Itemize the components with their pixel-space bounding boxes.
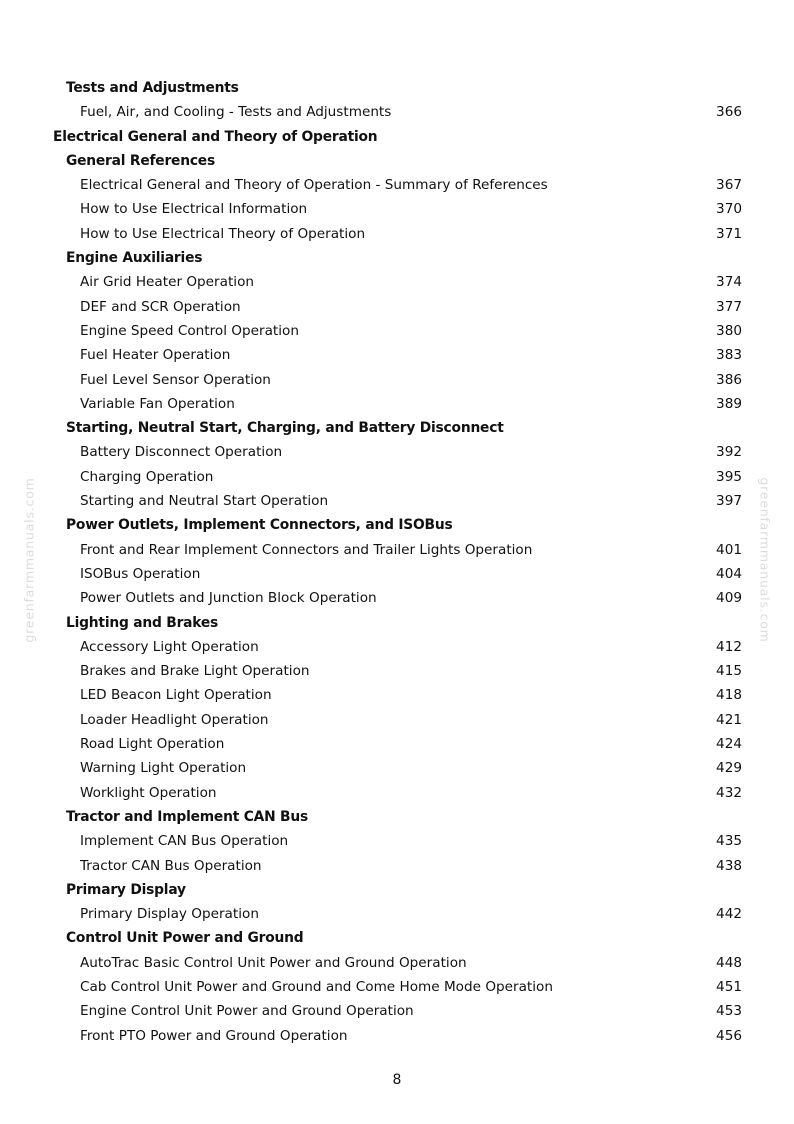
toc-entry[interactable] — [0, 173, 794, 197]
toc-entry[interactable] — [0, 562, 794, 586]
toc-entry-title: Starting, Neutral Start, Charging, and Battery Disconnect — [66, 420, 504, 437]
toc-entry-title: Battery Disconnect Operation — [80, 444, 283, 461]
toc-entry-title: How to Use Electrical Theory of Operation — [80, 225, 366, 242]
toc-entry-title: Front and Rear Implement Connectors and Trailer Lights Operation — [80, 541, 533, 558]
toc-section-heading — [0, 878, 794, 902]
toc-entry-title: Warning Light Operation — [80, 760, 247, 777]
toc-entry[interactable] — [0, 222, 794, 246]
toc-entry-title: Power Outlets, Implement Connectors, and ISOBus — [66, 517, 453, 534]
toc-entry-title: Primary Display — [66, 881, 186, 898]
toc-entry-title: General References — [66, 152, 215, 169]
toc-entry-title: Brakes and Brake Light Operation — [80, 663, 310, 680]
toc-entry-title: DEF and SCR Operation — [80, 298, 241, 315]
toc-entry-title: Tractor and Implement CAN Bus — [66, 808, 309, 825]
page-number: 8 — [392, 1072, 402, 1088]
toc-entry-page: 383 — [716, 347, 742, 364]
watermark-left: greenfarmmanuals.com — [21, 477, 37, 643]
toc-section-heading — [0, 926, 794, 950]
toc-entry-page: 432 — [716, 784, 742, 801]
toc-entry-page: 421 — [716, 711, 742, 728]
toc-entry[interactable] — [0, 489, 794, 513]
toc-entry[interactable] — [0, 951, 794, 975]
toc-entry-page: 429 — [716, 760, 742, 777]
toc-entry-title: Electrical General and Theory of Operation - Summary of References — [80, 177, 548, 194]
toc-entry-page: 389 — [716, 395, 742, 412]
toc-entry[interactable] — [0, 683, 794, 707]
toc-entry-page: 451 — [716, 978, 742, 995]
toc-entry-page: 397 — [716, 493, 742, 510]
toc-entry[interactable] — [0, 343, 794, 367]
toc-entry-page: 370 — [716, 201, 742, 218]
toc-section-heading — [0, 513, 794, 537]
toc-entry[interactable] — [0, 781, 794, 805]
toc-entry-title: Accessory Light Operation — [80, 638, 259, 655]
toc-entry[interactable] — [0, 732, 794, 756]
toc-entry-page: 415 — [716, 663, 742, 680]
toc-entry-page: 371 — [716, 225, 742, 242]
toc-entry-title: Fuel Heater Operation — [80, 347, 231, 364]
toc-entry-page: 404 — [716, 565, 742, 582]
toc-entry-title: LED Beacon Light Operation — [80, 687, 272, 704]
toc-entry-title: How to Use Electrical Information — [80, 201, 308, 218]
toc-entry[interactable] — [0, 708, 794, 732]
toc-entry[interactable] — [0, 586, 794, 610]
toc-entry[interactable] — [0, 975, 794, 999]
toc-section-heading — [0, 416, 794, 440]
toc-entry[interactable] — [0, 999, 794, 1023]
toc-entry[interactable] — [0, 854, 794, 878]
toc-entry[interactable] — [0, 319, 794, 343]
toc-entry-page: 377 — [716, 298, 742, 315]
toc-entry-page: 380 — [716, 322, 742, 339]
toc-entry-page: 395 — [716, 468, 742, 485]
toc-entry[interactable] — [0, 100, 794, 124]
watermark-right: greenfarmmanuals.com — [757, 477, 773, 643]
toc-entry-page: 374 — [716, 274, 742, 291]
toc-entry-title: ISOBus Operation — [80, 565, 201, 582]
toc-entry[interactable] — [0, 440, 794, 464]
toc-entry-title: Road Light Operation — [80, 736, 225, 753]
toc-entry-title: Tractor CAN Bus Operation — [80, 857, 262, 874]
toc-entry-page: 412 — [716, 638, 742, 655]
toc-entry-title: Lighting and Brakes — [66, 614, 219, 631]
toc-entry-title: Primary Display Operation — [80, 906, 259, 923]
toc-entry[interactable] — [0, 295, 794, 319]
toc-entry-page: 409 — [716, 590, 742, 607]
toc-section-heading — [0, 76, 794, 100]
table-of-contents — [0, 76, 794, 1048]
toc-entry-title: Worklight Operation — [80, 784, 217, 801]
toc-entry-title: Fuel, Air, and Cooling - Tests and Adjustments — [80, 104, 392, 121]
toc-entry-title: Engine Speed Control Operation — [80, 322, 299, 339]
toc-entry-page: 438 — [716, 857, 742, 874]
toc-entry-page: 456 — [716, 1027, 742, 1044]
toc-entry-page: 366 — [716, 104, 742, 121]
toc-entry-title: Air Grid Heater Operation — [80, 274, 255, 291]
toc-entry-page: 442 — [716, 906, 742, 923]
toc-entry-title: Variable Fan Operation — [80, 395, 235, 412]
toc-entry[interactable] — [0, 392, 794, 416]
toc-entry[interactable] — [0, 270, 794, 294]
toc-entry-title: Charging Operation — [80, 468, 214, 485]
toc-entry-page: 401 — [716, 541, 742, 558]
toc-entry[interactable] — [0, 1024, 794, 1048]
toc-entry-title: Tests and Adjustments — [66, 80, 239, 96]
toc-entry[interactable] — [0, 197, 794, 221]
toc-entry[interactable] — [0, 465, 794, 489]
toc-entry-title: Starting and Neutral Start Operation — [80, 493, 329, 510]
toc-entry-title: Front PTO Power and Ground Operation — [80, 1027, 348, 1044]
toc-entry-page: 418 — [716, 687, 742, 704]
toc-entry-title: Implement CAN Bus Operation — [80, 833, 289, 850]
toc-entry[interactable] — [0, 538, 794, 562]
toc-entry-title: Fuel Level Sensor Operation — [80, 371, 271, 388]
toc-entry-page: 424 — [716, 736, 742, 753]
toc-section-heading — [0, 246, 794, 270]
toc-entry[interactable] — [0, 635, 794, 659]
toc-section-heading — [0, 805, 794, 829]
toc-section-heading — [0, 611, 794, 635]
toc-entry[interactable] — [0, 368, 794, 392]
toc-entry-title: AutoTrac Basic Control Unit Power and Ground Operation — [80, 954, 467, 971]
toc-entry-page: 453 — [716, 1003, 742, 1020]
toc-entry-page: 386 — [716, 371, 742, 388]
toc-entry-page: 367 — [716, 177, 742, 194]
toc-entry[interactable] — [0, 659, 794, 683]
toc-entry-title: Engine Auxiliaries — [66, 250, 203, 267]
toc-entry-title: Power Outlets and Junction Block Operation — [80, 590, 377, 607]
toc-chapter-heading — [0, 125, 794, 149]
toc-entry-title: Loader Headlight Operation — [80, 711, 269, 728]
toc-section-heading — [0, 149, 794, 173]
toc-entry[interactable] — [0, 756, 794, 780]
toc-entry-title: Cab Control Unit Power and Ground and Come Home Mode Operation — [80, 978, 553, 995]
toc-entry[interactable] — [0, 829, 794, 853]
toc-entry[interactable] — [0, 902, 794, 926]
toc-entry-page: 392 — [716, 444, 742, 461]
toc-entry-page: 448 — [716, 954, 742, 971]
toc-entry-title: Control Unit Power and Ground — [66, 930, 304, 947]
toc-entry-title: Engine Control Unit Power and Ground Operation — [80, 1003, 414, 1020]
toc-entry-title: Electrical General and Theory of Operation — [53, 128, 378, 145]
toc-entry-page: 435 — [716, 833, 742, 850]
